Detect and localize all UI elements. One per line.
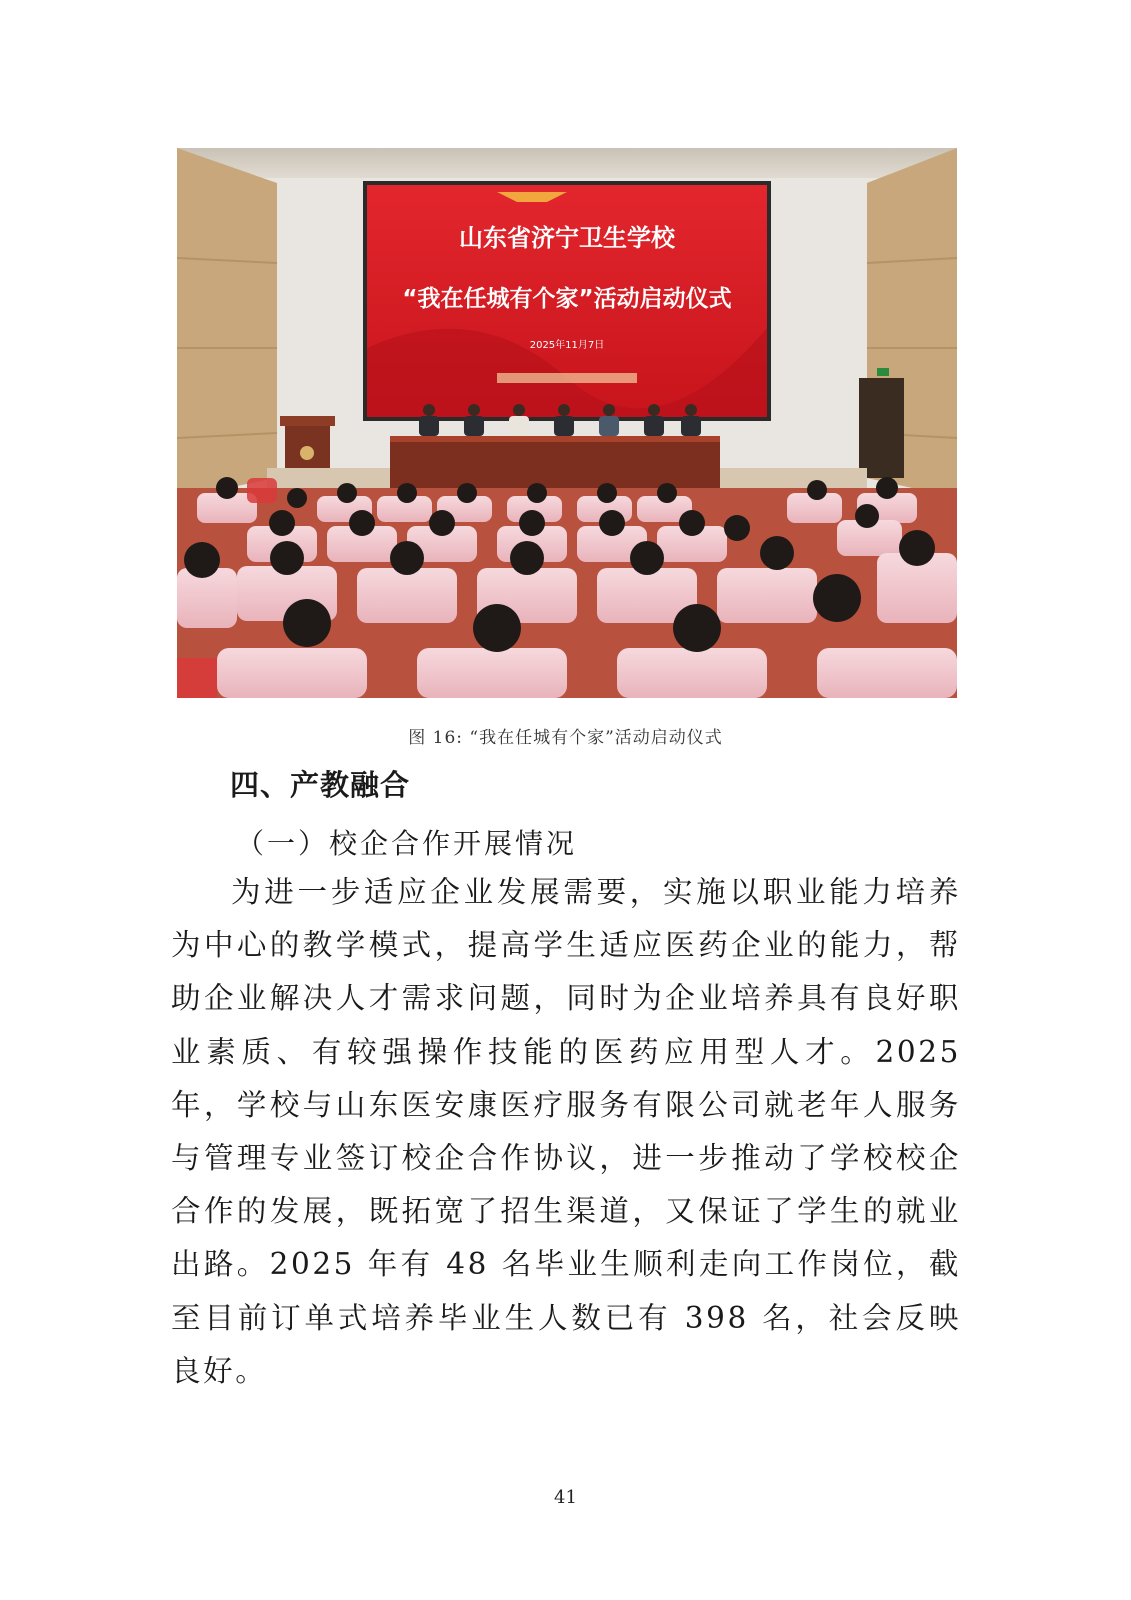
figure-caption: 图 16: “我在任城有个家”活动启动仪式: [408, 728, 723, 748]
page-number: 41: [554, 1487, 577, 1508]
body-paragraph: 为进一步适应企业发展需要，实施以职业能力培养为中心的教学模式，提高学生适应医药企业的能力，帮助企业解决人才需求问题，同时为企业培养具有良好职业素质、有较强操作技能的医药应用型人才。2025 年，学校与山东医安康医疗服务有限公司就老年人服务与管理专业签订校企合作协议，进一步推动了学校校企合作的发展，既拓宽了招生渠道，又保证了学生的就业出路。2025 年有 48 名毕业生顺利走向工作岗位，截至目前订单式培养毕业生人数已有 398 名，社会反映良好。: [171, 875, 961, 1388]
section-subheading: （一）校企合作开展情况: [236, 827, 578, 860]
banner-date: 2025年11月7日: [529, 340, 605, 351]
banner-subtitle: “我在任城有个家”活动启动仪式: [402, 286, 732, 312]
section-heading: 四、产教融合: [230, 768, 411, 802]
banner-title: 山东省济宁卫生学校: [459, 224, 675, 252]
ceremony-photo: [177, 148, 957, 698]
